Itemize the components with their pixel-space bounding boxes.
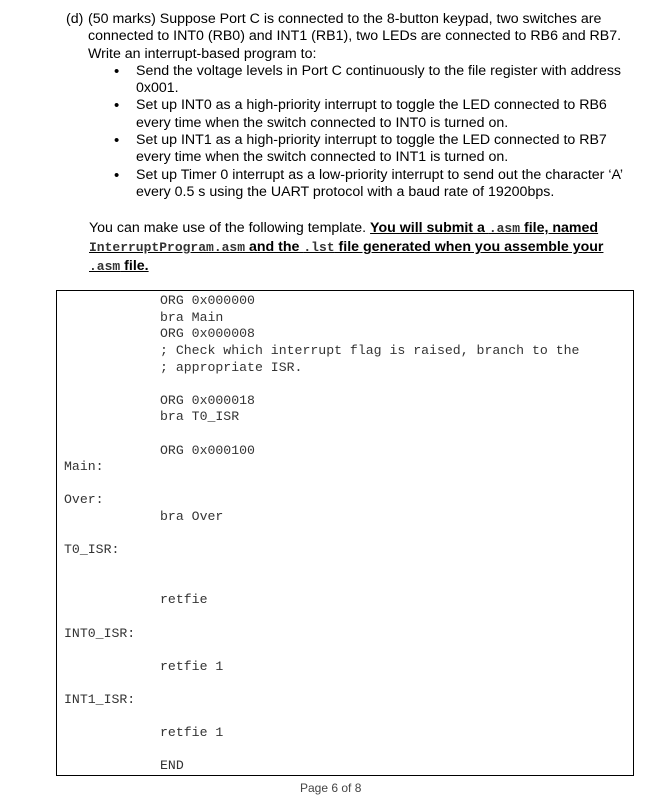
code-comment-1: ; Check which interrupt flag is raised, branch to the [160,343,580,358]
and-the-text: and the [245,239,304,255]
code-comment-2: ; appropriate ISR. [160,360,303,375]
code-retfie: retfie [160,592,208,607]
requirements-list [114,63,632,201]
lst-extension: .lst [303,240,335,255]
code-org-18: ORG 0x000018 [160,393,255,408]
generated-text: file generated when you assemble your [334,239,604,255]
question-label: (d) [66,11,84,27]
file-named-text: file, named [520,220,599,236]
list-item: • Set up Timer 0 interrupt as a low-priority interrupt to send out the character ‘A’ every 0.5 s using the UART protocol with a baud rate of 19200bps. [114,167,632,202]
code-template-box [56,290,634,776]
code-end: END [160,758,184,773]
question-intro: (50 marks) Suppose Port C is connected to the 8-button keypad, two switches are connected to INT0 (RB0) and INT1 (RB1), two LEDs are connected to RB6 and RB7. Write an interrupt-based program to: [88,11,622,62]
code-org-8: ORG 0x000008 [160,326,255,341]
code-org-100: ORG 0x000100 [160,443,255,458]
code-main-label: Main: [64,459,104,474]
code-over-label: Over: [64,492,104,507]
code-bra-over: bra Over [160,509,224,524]
page-footer: Page 6 of 8 [300,781,362,795]
code-retfie-1b: retfie 1 [160,725,224,740]
code-bra-main: bra Main [160,310,224,325]
code-retfie-1a: retfie 1 [160,659,224,674]
list-item: • Set up INT0 as a high-priority interrupt to toggle the LED connected to RB6 every time when the switch connected to INT0 is turned on. [114,97,632,132]
code-bra-t0: bra T0_ISR [160,409,240,424]
asm-filename: InterruptProgram.asm [89,240,246,255]
file-end-text: file. [120,258,149,274]
list-item: • Send the voltage levels in Port C continuously to the file register with address 0x001. [114,63,632,98]
code-int1-label: INT1_ISR: [64,692,136,707]
template-lead: You can make use of the following template. [89,220,371,236]
template-note [89,219,634,276]
asm-extension: .asm [488,221,521,236]
code-int0-label: INT0_ISR: [64,626,136,641]
list-item: • Set up INT1 as a high-priority interrupt to toggle the LED connected to RB7 every time when the switch connected to INT1 is turned on. [114,132,632,167]
code-org-0: ORG 0x000000 [160,293,255,308]
asm-extension-2: .asm [89,259,121,274]
submit-text: You will submit a [370,220,489,236]
question-d [66,11,632,201]
code-t0-label: T0_ISR: [64,542,120,557]
